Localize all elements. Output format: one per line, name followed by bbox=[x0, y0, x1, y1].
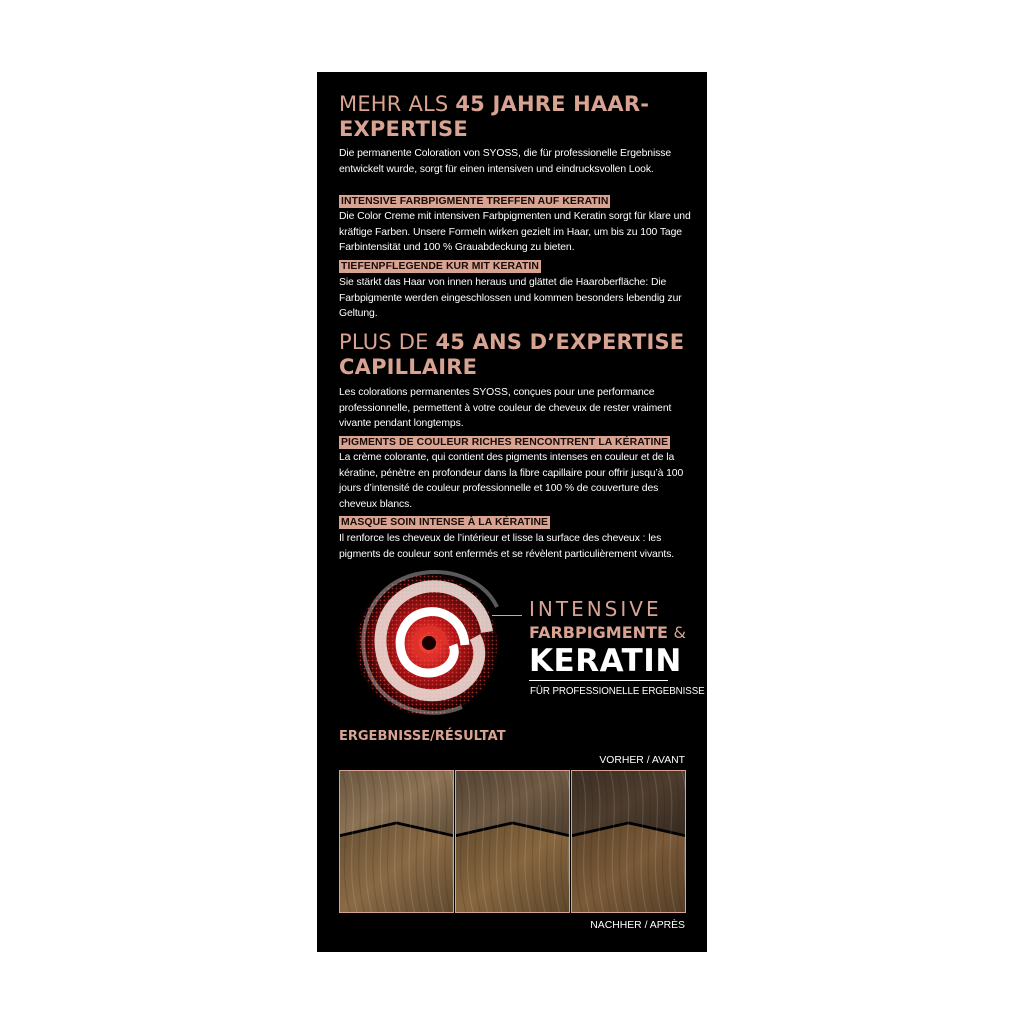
after-label: NACHHER / APRÈS bbox=[590, 920, 685, 931]
de-subhead-keratin-pigments: INTENSIVE FARBPIGMENTE TREFFEN AUF KERATIN bbox=[341, 196, 609, 207]
swatch-after-1 bbox=[339, 824, 454, 913]
fr-subhead-mask: MASQUE SOIN INTENSE À LA KÉRATINE bbox=[341, 517, 549, 528]
swatch-after-3 bbox=[571, 824, 686, 913]
hair-swatch-2 bbox=[455, 770, 570, 913]
brand-keratin: KERATIN bbox=[529, 643, 682, 679]
fr-subhead-pigments: PIGMENTS DE COULEUR RICHES RENCONTRENT LA KÉRATINE bbox=[341, 437, 669, 448]
before-label: VORHER / AVANT bbox=[599, 755, 685, 766]
de-intro: Die permanente Coloration von SYOSS, die für professionelle Ergebnisse entwickelt wurde, sorgt für einen intensiven und eindrucksvollen Look. bbox=[339, 148, 672, 175]
de-heading-bold-2: EXPERTISE bbox=[339, 117, 468, 141]
brand-ampersand: & bbox=[673, 623, 686, 642]
fr-heading bbox=[339, 330, 684, 380]
hair-swatch-1-image bbox=[339, 770, 454, 913]
de-heading-bold-1: 45 JAHRE HAAR- bbox=[455, 92, 650, 116]
de-body-deep-care: Sie stärkt das Haar von innen heraus und glättet die Haaroberfläche: Die Farbpigmente werden eingeschlossen und kommen besonders lebendig zur Geltung. bbox=[339, 277, 682, 319]
fr-heading-light: PLUS DE bbox=[339, 330, 429, 354]
brand-accent-line bbox=[492, 615, 522, 616]
fr-heading-bold-2: CAPILLAIRE bbox=[339, 355, 478, 379]
brand-tagline: FÜR PROFESSIONELLE ERGEBNISSE bbox=[530, 686, 705, 697]
de-body-pigments: Die Color Creme mit intensiven Farbpigmenten und Keratin sorgt für klare und kräftige Farben. Unsere Formeln wirken gezielt im Haar, um bis zu 100 Tage Farbintensität und 100 % Grauabdeckung zu bieten. bbox=[339, 211, 691, 253]
fr-intro: Les colorations permanentes SYOSS, conçues pour une performance professionnelle, permettent à votre couleur de cheveux de rester vraiment vivante pendant longtemps. bbox=[339, 387, 672, 429]
brand-farbpigmente-text: FARBPIGMENTE bbox=[529, 623, 668, 642]
hair-swatch-3-image bbox=[571, 770, 686, 913]
hair-swatch-2-image bbox=[455, 770, 570, 913]
de-heading-light: MEHR ALS bbox=[339, 92, 449, 116]
hair-swatch-3 bbox=[571, 770, 686, 913]
hair-swatch-1 bbox=[339, 770, 454, 913]
fr-body-mask: Il renforce les cheveux de l’intérieur et lisse la surface des cheveux : les pigments de couleur sont enfermés et se révèlent particulièrement vivants. bbox=[339, 533, 675, 560]
fr-heading-bold-1: 45 ANS D’EXPERTISE bbox=[435, 330, 685, 354]
de-heading bbox=[339, 92, 649, 142]
brand-intensive: INTENSIVE bbox=[529, 597, 662, 621]
results-title: ERGEBNISSE/RÉSULTAT bbox=[339, 729, 506, 744]
brand-farbpigmente bbox=[529, 623, 686, 643]
keratin-swirl-graphic bbox=[347, 567, 512, 722]
fr-body-pigments: La crème colorante, qui contient des pigments intenses en couleur et de la kératine, pénètre en profondeur dans la fibre capillaire pour offrir jusqu’à 100 jours d’intensité de couleur professionnelle et 100 % de couverture des cheveux blancs. bbox=[339, 452, 684, 510]
swatch-after-2 bbox=[455, 824, 570, 913]
product-info-panel bbox=[317, 72, 707, 952]
de-subhead-deep-care: TIEFENPFLEGENDE KUR MIT KERATIN bbox=[341, 261, 540, 272]
brand-keratin-underline bbox=[529, 680, 668, 681]
